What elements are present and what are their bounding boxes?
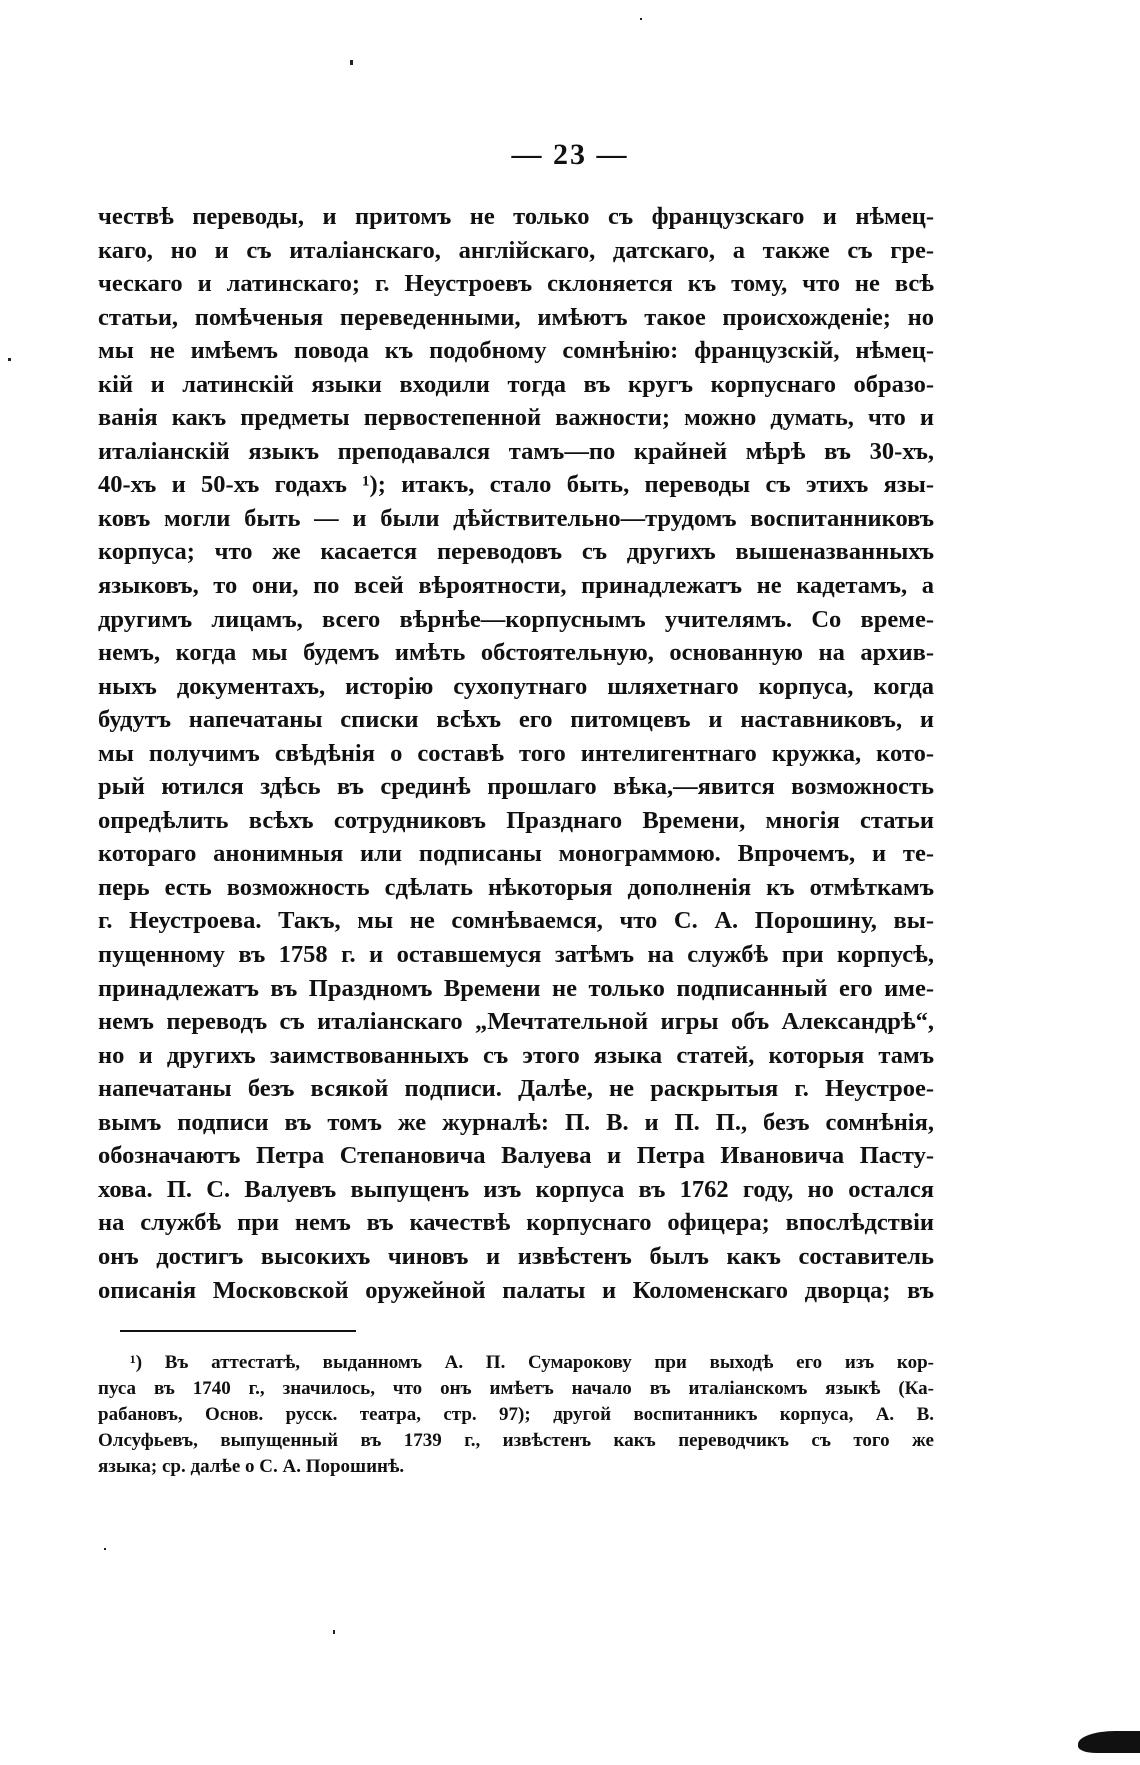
body-line: чествѣ переводы, и притомъ не только съ французскаго и нѣмец- bbox=[98, 203, 934, 230]
body-line: кій и латинскій языки входили тогда въ кругъ корпуснаго образо- bbox=[98, 370, 934, 398]
footnote-line: языка; ср. далѣе о С. А. Порошинѣ. bbox=[98, 1456, 405, 1477]
body-line: ванія какъ предметы первостепенной важности; можно думать, что и bbox=[98, 404, 934, 432]
body-line: принадлежатъ въ Праздномъ Времени не только подписанный его име- bbox=[98, 974, 934, 1002]
body-text bbox=[98, 200, 934, 1307]
scan-speck bbox=[350, 60, 353, 65]
footnote-line: рабановъ, Основ. русск. театра, стр. 97); другой воспитанникъ корпуса, А. В. bbox=[98, 1404, 934, 1425]
scan-speck bbox=[8, 358, 11, 361]
body-line: рый ютился здѣсь въ срединѣ прошлаго вѣка,—явится возможность bbox=[98, 773, 934, 801]
body-line: котораго анонимныя или подписаны монограммою. Впрочемъ, и те- bbox=[98, 840, 934, 868]
body-line: немъ переводъ съ италіанскаго „Мечтательной игры объ Александрѣ“, bbox=[98, 1008, 934, 1036]
body-line: другимъ лицамъ, всего вѣрнѣе—корпуснымъ учителямъ. Со време- bbox=[98, 605, 934, 633]
body-line: каго, но и съ италіанскаго, англійскаго, датскаго, а также съ гре- bbox=[98, 236, 934, 264]
scan-speck bbox=[333, 1630, 335, 1634]
body-line: пущенному въ 1758 г. и оставшемуся затѣмъ на службѣ при корпусѣ, bbox=[98, 941, 934, 969]
body-line: италіанскій языкъ преподавался тамъ—по крайней мѣрѣ въ 30-хъ, bbox=[98, 437, 934, 465]
body-line: вымъ подписи въ томъ же журналѣ: П. В. и П. П., безъ сомнѣнія, bbox=[98, 1108, 934, 1136]
body-line: г. Неустроева. Такъ, мы не сомнѣваемся, что С. А. Порошину, вы- bbox=[98, 907, 934, 935]
body-line: хова. П. С. Валуевъ выпущенъ изъ корпуса въ 1762 году, но остался bbox=[98, 1175, 934, 1203]
footnote-line: пуса въ 1740 г., значилось, что онъ имѣетъ начало въ италіанскомъ языкѣ (Ка- bbox=[98, 1378, 934, 1399]
footnote bbox=[98, 1350, 934, 1480]
body-line: ковъ могли быть — и были дѣйствительно—трудомъ воспитанниковъ bbox=[98, 504, 934, 532]
body-line: напечатаны безъ всякой подписи. Далѣе, не раскрытыя г. Неустрое- bbox=[98, 1075, 934, 1103]
body-line: на службѣ при немъ въ качествѣ корпуснаго офицера; впослѣдствіи bbox=[98, 1209, 934, 1237]
body-line: опредѣлить всѣхъ сотрудниковъ Празднаго Времени, многія статьи bbox=[98, 806, 934, 834]
footnote-line: Олсуфьевъ, выпущенный въ 1739 г., извѣстенъ какъ переводчикъ съ того же bbox=[98, 1430, 934, 1451]
body-line: языковъ, то они, по всей вѣроятности, принадлежатъ не кадетамъ, а bbox=[98, 572, 934, 600]
body-line: но и другихъ заимствованныхъ съ этого языка статей, которыя тамъ bbox=[98, 1041, 934, 1069]
page-number: — 23 — bbox=[511, 138, 629, 171]
body-line: статьи, помѣченыя переведенными, имѣютъ такое происхожденіе; но bbox=[98, 303, 934, 331]
footnote-divider bbox=[120, 1330, 356, 1332]
body-line: описанія Московской оружейной палаты и Коломенскаго дворца; въ bbox=[98, 1276, 934, 1304]
scan-speck bbox=[640, 18, 642, 20]
body-line: мы не имѣемъ повода къ подобному сомнѣнію: французскій, нѣмец- bbox=[98, 337, 934, 365]
body-line: мы получимъ свѣдѣнія о составѣ того интелигентнаго кружка, кото- bbox=[98, 739, 934, 767]
body-line: немъ, когда мы будемъ имѣть обстоятельную, основанную на архив- bbox=[98, 639, 934, 667]
body-line: будутъ напечатаны списки всѣхъ его питомцевъ и наставниковъ, и bbox=[98, 706, 934, 734]
body-line: обозначаютъ Петра Степановича Валуева и Петра Ивановича Пасту- bbox=[98, 1142, 934, 1170]
body-line: перь есть возможность сдѣлать нѣкоторыя дополненія къ отмѣткамъ bbox=[98, 873, 934, 901]
body-line: онъ достигъ высокихъ чиновъ и извѣстенъ былъ какъ составитель bbox=[98, 1242, 934, 1270]
scan-ink-mark bbox=[1078, 1731, 1140, 1753]
body-line: ческаго и латинскаго; г. Неустроевъ склоняется къ тому, что не всѣ bbox=[98, 270, 934, 298]
footnote-line: ¹) Въ аттестатѣ, выданномъ А. П. Сумарокову при выходѣ его изъ кор- bbox=[130, 1352, 934, 1373]
body-line: ныхъ документахъ, исторію сухопутнаго шляхетнаго корпуса, когда bbox=[98, 672, 934, 700]
scan-speck bbox=[104, 1548, 106, 1550]
body-line: 40-хъ и 50-хъ годахъ ¹); итакъ, стало быть, переводы съ этихъ язы- bbox=[98, 471, 934, 499]
body-line: корпуса; что же касается переводовъ съ другихъ вышеназванныхъ bbox=[98, 538, 934, 566]
